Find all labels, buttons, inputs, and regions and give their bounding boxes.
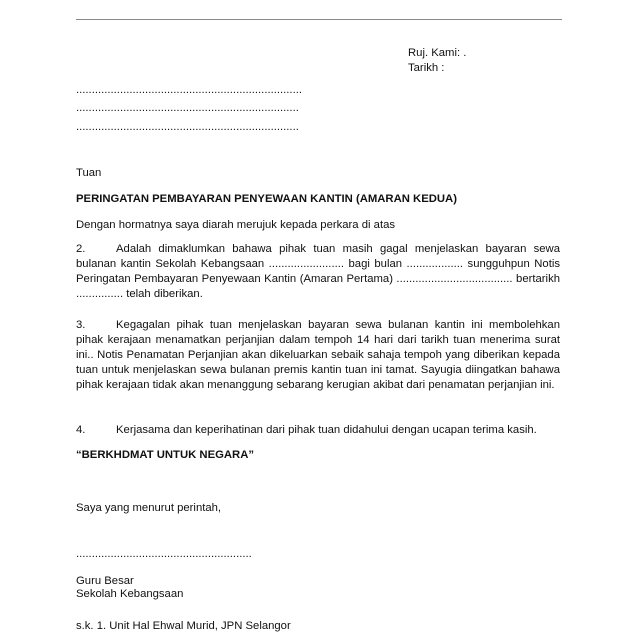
top-divider	[76, 19, 562, 20]
address-line-2: .......................................................................	[76, 102, 299, 114]
closing-text: Saya yang menurut perintah,	[76, 502, 222, 514]
address-line-1: ........................................................................	[76, 84, 302, 96]
paragraph-number: 3.	[76, 319, 86, 331]
paragraph-text: Kegagalan pihak tuan menjelaskan bayaran sewa bulanan kantin ini membolehkan pihak kerajaan menamatkan perjanjian dalam tempoh 14 hari dari tarikh tuan menerima surat ini.. Notis Penamatan Perjanjian akan dikeluarkan sebaik sahaja tempoh yang diberikan kepada tuan untuk menjelaskan sewa bulanan premis kantin tuan ini tamat. Sayugia diingatkan bahawa pihak kerajaan tidak akan menanggung sebarang kerugian akibat dari penamatan perjanjian ini.	[76, 319, 560, 391]
paragraph-text: Adalah dimaklumkan bahawa pihak tuan masih gagal menjelaskan bayaran sewa bulanan kantin Sekolah Kebangsaan ........................ bagi bulan .................. sungguhpun Notis Peringatan Pembayaran Penyewaan Kantin (Amaran Pertama) ..................................... bertarikh ............... telah diberikan.	[76, 243, 560, 300]
date-label: Tarikh :	[408, 62, 445, 74]
signatory-title: Guru Besar	[76, 575, 134, 587]
paragraph-3	[76, 318, 560, 393]
signature-line: ........................................................	[76, 548, 252, 560]
reference-number: Ruj. Kami: .	[408, 47, 467, 59]
address-line-3: .......................................................................	[76, 121, 299, 133]
paragraph-number: 2.	[76, 243, 86, 255]
paragraph-2	[76, 242, 560, 302]
subject-heading: PERINGATAN PEMBAYARAN PENYEWAAN KANTIN (AMARAN KEDUA)	[76, 193, 457, 205]
signatory-organization: Sekolah Kebangsaan	[76, 588, 184, 600]
paragraph-text: Kerjasama dan keperihatinan dari pihak tuan didahului dengan ucapan terima kasih.	[116, 424, 537, 436]
paragraph-number: 4.	[76, 424, 86, 436]
carbon-copy-line: s.k. 1. Unit Hal Ehwal Murid, JPN Selangor	[76, 620, 291, 632]
paragraph-4	[76, 424, 537, 437]
motto: “BERKHDMAT UNTUK NEGARA”	[76, 449, 255, 461]
salutation: Tuan	[76, 167, 102, 179]
intro-text: Dengan hormatnya saya diarah merujuk kepada perkara di atas	[76, 219, 396, 231]
